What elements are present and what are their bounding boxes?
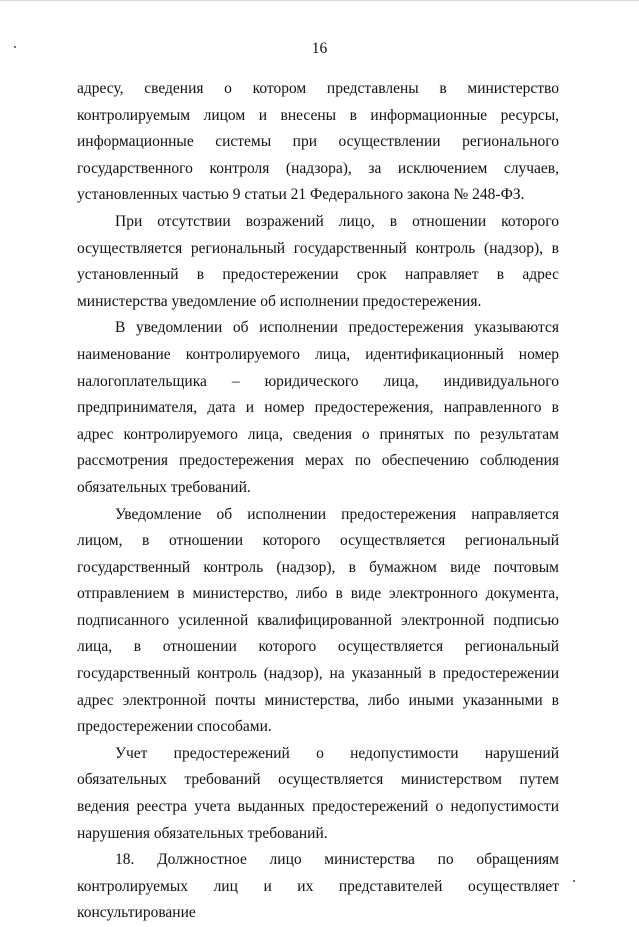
- paragraph-item-18: 18. Должностное лицо министерства по обращениям контролируемых лиц и их представителей осуществляет консультирование: [77, 851, 559, 922]
- paragraph-notification-contents: В уведомлении об исполнении предостережения указываются наименование контролируемого лица, идентификационный номер налогоплательщика – юридического лица, индивидуального предпринимателя, дата и номер предостережения, направленного в адрес контролируемого лица, сведения о принятых по результатам рассмотрения предостережения мерах по обеспечению соблюдения обязательных требований.: [77, 319, 559, 496]
- document-body: [77, 76, 559, 927]
- paragraph-no-objections: При отсутствии возражений лицо, в отношении которого осуществляется региональный государственный контроль (надзор), в установленный в предостережении срок направляет в адрес министерства уведомление об исполнении предостережения.: [77, 212, 559, 310]
- scan-speck: [573, 880, 575, 882]
- paragraph-continuation: адресу, сведения о котором представлены в министерство контролируемым лицом и внесены в информационные ресурсы, информационные системы при осуществлении регионального государственного контроля (надзора), за исключением случаев, установленных частью 9 статьи 21 Федерального закона № 248-ФЗ.: [77, 80, 559, 204]
- page-number: 16: [311, 40, 328, 57]
- scan-top-edge: [0, 0, 639, 1]
- paragraph-notification-delivery: Уведомление об исполнении предостережения направляется лицом, в отношении которого осуществляется региональный государственный контроль (надзор), в бумажном виде почтовым отправлением в министерство, либо в виде электронного документа, подписанного усиленной квалифицированной электронной подписью лица, в отношении которого осуществляется региональный государственный контроль (надзор), на указанный в предостережении адрес электронной почты министерства, либо иными указанными в предостережении способами.: [77, 505, 559, 736]
- paragraph-warnings-registry: Учет предостережений о недопустимости нарушений обязательных требований осуществляется министерством путем ведения реестра учета выданных предостережений о недопустимости нарушения обязательных требований.: [77, 744, 559, 842]
